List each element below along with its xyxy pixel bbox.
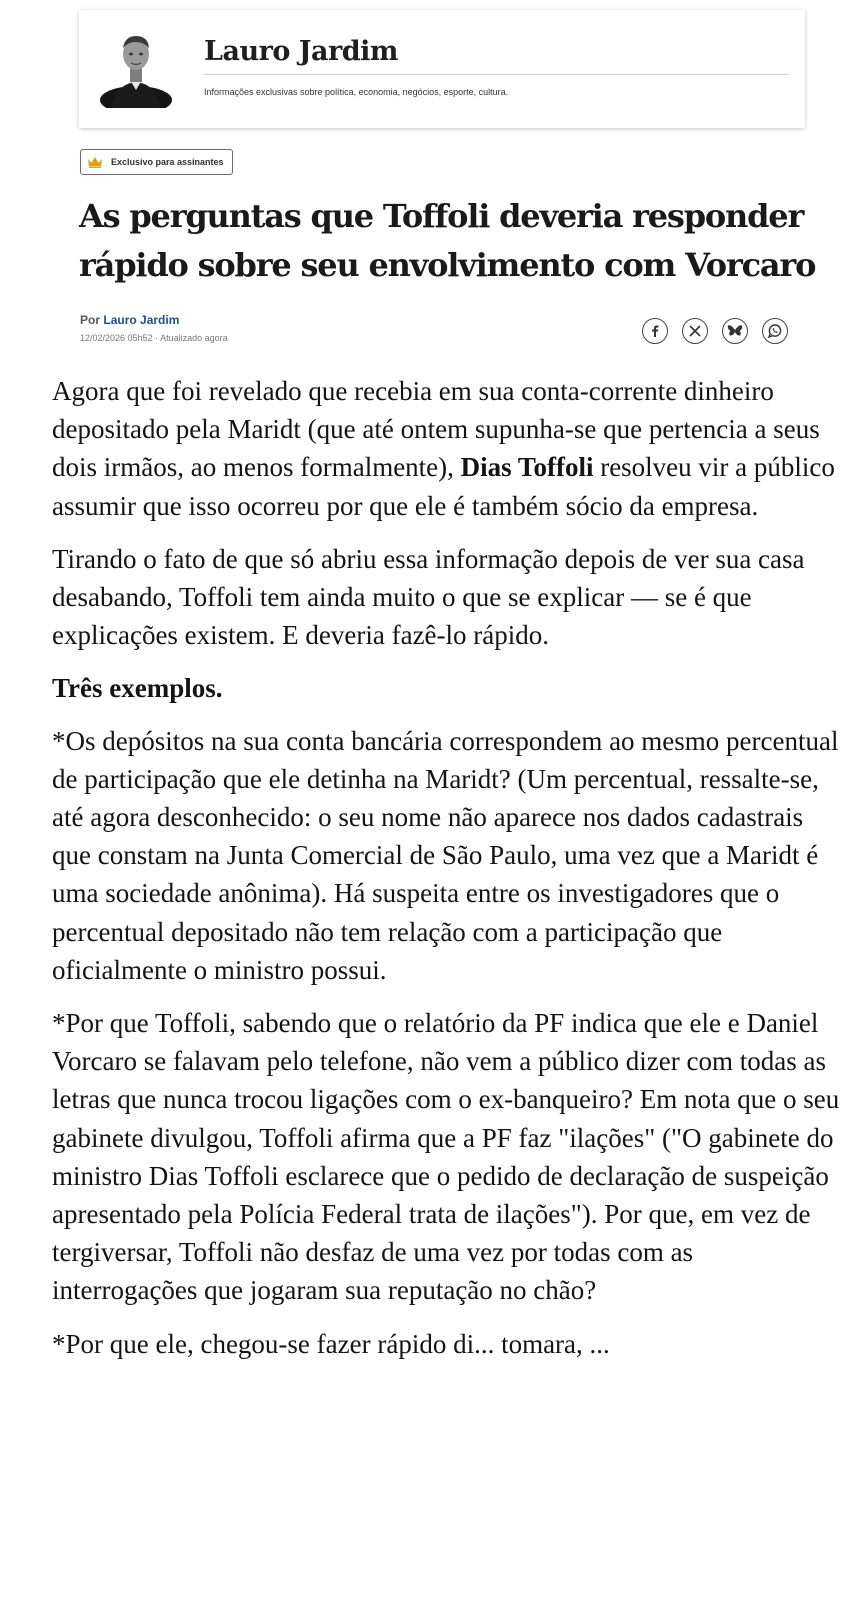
whatsapp-icon [767, 323, 783, 339]
article-paragraph-1: Agora que foi revelado que recebia em sua conta-corrente dinheiro depositado pela Maridt (que até ontem supunha-se que pertencia a seus dois irmãos, ao menos formalmente), Dias Toffoli resolveu vir a público assumir que isso ocorreu por que ele é também sócio da empresa. [52, 376, 835, 521]
byline [80, 313, 179, 327]
facebook-icon [648, 324, 662, 338]
column-name[interactable]: Lauro Jardim [204, 36, 398, 67]
article-paragraph-5-cutoff: *Por que ele, chegou-se fazer rápido di... tomara, ... [52, 1328, 610, 1359]
article-paragraph-2: Tirando o fato de que só abriu essa informação depois de ver sua casa desabando, Toffoli tem ainda muito o que se explicar — se é que explicações existem. E deveria fazê-lo rápido. [52, 543, 805, 651]
article-paragraph-4: *Por que Toffoli, sabendo que o relatório da PF indica que ele e Daniel Vorcaro se falavam pelo telefone, não vem a público dizer com todas as letras que nunca trocou ligações com o ex-banqueiro? Em nota que o seu gabinete divulgou, Toffoli afirma que a PF faz "ilações" ("O gabinete do ministro Dias Toffoli esclarece que o pedido de declaração de suspeição apresentado pela Polícia Federal trata de ilações"). Por que, em vez de tergiversar, Toffoli não desfaz de uma vez por todas com as interrogações que jogaram sua reputação no chão? [52, 1008, 840, 1306]
share-bluesky-button[interactable] [722, 318, 748, 344]
article-subhead: Três exemplos. [52, 673, 223, 704]
bluesky-icon [727, 324, 743, 338]
subscriber-badge [80, 149, 233, 175]
byline-prefix: Por [80, 313, 101, 327]
byline-author-link[interactable]: Lauro Jardim [103, 313, 180, 327]
column-divider [204, 74, 789, 75]
x-icon [688, 324, 702, 338]
publish-date: 12/02/2026 05h52 · Atualizado agora [80, 333, 228, 343]
crown-icon [87, 156, 103, 168]
column-tagline: Informações exclusivas sobre política, economia, negócios, esporte, cultura. [204, 87, 509, 97]
article-headline: As perguntas que Toffoli deveria responder rápido sobre seu envolvimento com Vorcaro [79, 197, 816, 284]
subscriber-badge-label: Exclusivo para assinantes [111, 157, 224, 167]
article-paragraph-3: *Os depósitos na sua conta bancária correspondem ao mesmo percentual de participação que ele detinha na Maridt? (Um percentual, ressalte-se, até agora desconhecido: o seu nome não aparece nos dados cadastrais que constam na Junta Comercial de São Paulo, uma vez que a Maridt é uma sociedade anônima). Há suspeita entre os investigadores que o percentual depositado não tem relação com a participação que oficialmente o ministro possui. [52, 725, 839, 985]
share-facebook-button[interactable] [642, 318, 668, 344]
highlighted-name: Dias Toffoli [460, 452, 594, 483]
column-header-card[interactable] [79, 10, 805, 128]
share-x-button[interactable] [682, 318, 708, 344]
share-whatsapp-button[interactable] [762, 318, 788, 344]
author-avatar [99, 28, 173, 108]
article-body [52, 372, 842, 1378]
